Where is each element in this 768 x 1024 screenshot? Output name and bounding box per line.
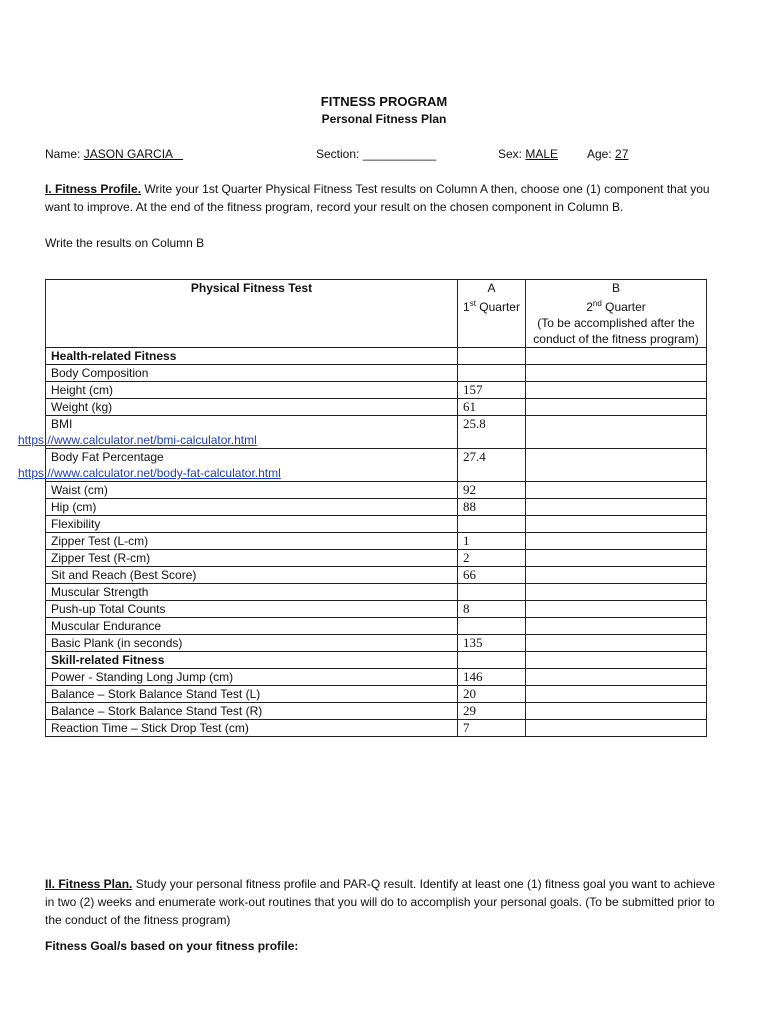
test-name-cell bbox=[46, 499, 458, 516]
name-label: Name: bbox=[45, 147, 81, 161]
fitness-profile-instructions bbox=[45, 180, 725, 216]
test-name-cell bbox=[46, 567, 458, 584]
test-name-cell bbox=[46, 348, 458, 365]
column-b-value[interactable] bbox=[526, 686, 707, 703]
age-field bbox=[587, 147, 628, 161]
column-a-value: 66 bbox=[458, 567, 526, 584]
column-a-value bbox=[458, 584, 526, 601]
column-a-value: 61 bbox=[458, 399, 526, 416]
test-name-cell bbox=[46, 584, 458, 601]
test-name: Push-up Total Counts bbox=[51, 602, 166, 616]
fitness-plan-text: Study your personal fitness profile and PAR-Q result. Identify at least one (1) fitness goal you want to achieve in two (2) weeks and enumerate work-out routines that you will do to accomplish your personal goals. (To be submitted prior to the conduct of the fitness program) bbox=[45, 877, 716, 927]
test-name-cell bbox=[46, 365, 458, 382]
test-name: Balance – Stork Balance Stand Test (R) bbox=[51, 704, 263, 718]
column-b-value[interactable] bbox=[526, 482, 707, 499]
column-b-value[interactable] bbox=[526, 567, 707, 584]
table-row bbox=[46, 618, 707, 635]
table-row bbox=[46, 584, 707, 601]
test-name-cell bbox=[46, 482, 458, 499]
column-b-value[interactable] bbox=[526, 669, 707, 686]
age-label: Age: bbox=[587, 147, 612, 161]
column-b-value[interactable] bbox=[526, 652, 707, 669]
fitness-goal-label: Fitness Goal/s based on your fitness profile: bbox=[45, 939, 299, 953]
test-name-cell bbox=[46, 516, 458, 533]
fitness-plan-heading: II. Fitness Plan. bbox=[45, 877, 133, 891]
test-name: Balance – Stork Balance Stand Test (L) bbox=[51, 687, 261, 701]
calculator-link[interactable]: https://www.calculator.net/bmi-calculator.html bbox=[18, 433, 257, 447]
test-name-cell bbox=[46, 669, 458, 686]
table-row bbox=[46, 601, 707, 618]
age-value: 27 bbox=[615, 147, 629, 161]
sex-field bbox=[498, 147, 558, 161]
column-a-value: 29 bbox=[458, 703, 526, 720]
column-b-value[interactable] bbox=[526, 550, 707, 567]
table-row bbox=[46, 365, 707, 382]
test-name-cell bbox=[46, 382, 458, 399]
column-a-value: 8 bbox=[458, 601, 526, 618]
test-name: Waist (cm) bbox=[51, 483, 108, 497]
test-name: Zipper Test (L-cm) bbox=[51, 534, 149, 548]
name-value: JASON GARCIA bbox=[83, 147, 174, 161]
test-name-cell bbox=[18, 416, 458, 449]
test-name: Zipper Test (R-cm) bbox=[51, 551, 151, 565]
calculator-link[interactable]: https://www.calculator.net/body-fat-calculator.html bbox=[18, 466, 281, 480]
table-row bbox=[46, 348, 707, 365]
section-label: Section: bbox=[316, 147, 360, 161]
table-row bbox=[46, 482, 707, 499]
table-row bbox=[46, 533, 707, 550]
table-row bbox=[46, 720, 707, 737]
column-b-value[interactable] bbox=[526, 533, 707, 550]
test-name-cell bbox=[46, 618, 458, 635]
table-header-row bbox=[46, 280, 707, 348]
test-name-cell bbox=[46, 652, 458, 669]
column-b-value[interactable] bbox=[526, 382, 707, 399]
test-name-cell bbox=[46, 635, 458, 652]
table-row bbox=[46, 499, 707, 516]
test-name: Skill-related Fitness bbox=[51, 653, 165, 667]
test-name-cell bbox=[18, 449, 458, 482]
page-subtitle: Personal Fitness Plan bbox=[321, 112, 447, 126]
column-a-value: 92 bbox=[458, 482, 526, 499]
test-name-cell bbox=[46, 601, 458, 618]
test-name: Hip (cm) bbox=[51, 500, 97, 514]
column-a-value bbox=[458, 516, 526, 533]
column-b-value[interactable] bbox=[526, 416, 707, 449]
fitness-profile-text: Write your 1st Quarter Physical Fitness Test results on Column A then, choose one (1) component that you want to improve. At the end of the fitness program, record your result on the chosen component in Column B. bbox=[45, 182, 710, 214]
column-b-value[interactable] bbox=[526, 365, 707, 382]
test-name: Sit and Reach (Best Score) bbox=[51, 568, 197, 582]
test-name: Health-related Fitness bbox=[51, 349, 177, 363]
column-a-value: 1 bbox=[458, 533, 526, 550]
test-name-cell bbox=[46, 720, 458, 737]
column-b-value[interactable] bbox=[526, 584, 707, 601]
column-a-value: 88 bbox=[458, 499, 526, 516]
column-b-value[interactable] bbox=[526, 635, 707, 652]
test-name: Reaction Time – Stick Drop Test (cm) bbox=[51, 721, 249, 735]
section-value: ___________ bbox=[362, 147, 437, 161]
column-b-value[interactable] bbox=[526, 516, 707, 533]
column-a-value bbox=[458, 652, 526, 669]
table-row bbox=[46, 567, 707, 584]
fitness-profile-heading: I. Fitness Profile. bbox=[45, 182, 142, 196]
table-row bbox=[46, 516, 707, 533]
table-row bbox=[46, 669, 707, 686]
page-title: FITNESS PROGRAM bbox=[320, 94, 448, 109]
column-a-value: 27.4 bbox=[458, 449, 526, 482]
test-name: Basic Plank (in seconds) bbox=[51, 636, 183, 650]
column-b-value[interactable] bbox=[526, 499, 707, 516]
column-a-value bbox=[458, 365, 526, 382]
table-row bbox=[46, 686, 707, 703]
column-a-value: 146 bbox=[458, 669, 526, 686]
table-row bbox=[46, 399, 707, 416]
column-a-value: 25.8 bbox=[458, 416, 526, 449]
test-name: Power - Standing Long Jump (cm) bbox=[51, 670, 234, 684]
test-name: Body Fat Percentage bbox=[51, 450, 164, 464]
column-b-value[interactable] bbox=[526, 449, 707, 482]
test-name-cell bbox=[46, 550, 458, 567]
header-physical-fitness-test: Physical Fitness Test bbox=[46, 280, 458, 348]
column-a-value bbox=[458, 348, 526, 365]
test-name: Flexibility bbox=[51, 517, 101, 531]
section-field bbox=[316, 147, 436, 161]
table-row bbox=[46, 550, 707, 567]
test-name-cell bbox=[46, 686, 458, 703]
sex-label: Sex: bbox=[498, 147, 523, 161]
column-a-value: 2 bbox=[458, 550, 526, 567]
header-column-a: A 1st Quarter bbox=[458, 280, 526, 348]
test-name: Body Composition bbox=[51, 366, 149, 380]
test-name: Height (cm) bbox=[51, 383, 114, 397]
header-column-b: B 2nd Quarter (To be accomplished after the conduct of the fitness program) bbox=[526, 280, 707, 348]
table-row bbox=[46, 652, 707, 669]
table-row bbox=[46, 635, 707, 652]
sex-value: MALE bbox=[525, 147, 559, 161]
column-b-value[interactable] bbox=[526, 601, 707, 618]
column-a-value: 20 bbox=[458, 686, 526, 703]
column-b-value[interactable] bbox=[526, 703, 707, 720]
table-body bbox=[18, 348, 707, 737]
table-row bbox=[46, 449, 707, 482]
test-name-cell bbox=[46, 399, 458, 416]
name-field bbox=[45, 147, 183, 161]
test-name-cell bbox=[46, 703, 458, 720]
test-name: Muscular Endurance bbox=[51, 619, 162, 633]
column-b-value[interactable] bbox=[526, 348, 707, 365]
column-a-value: 157 bbox=[458, 382, 526, 399]
column-b-value[interactable] bbox=[526, 618, 707, 635]
table-row bbox=[46, 703, 707, 720]
column-b-value[interactable] bbox=[526, 399, 707, 416]
table-row bbox=[46, 382, 707, 399]
test-name-cell bbox=[46, 533, 458, 550]
table-row bbox=[46, 416, 707, 449]
fitness-test-table bbox=[18, 279, 707, 737]
column-b-value[interactable] bbox=[526, 720, 707, 737]
column-a-value: 7 bbox=[458, 720, 526, 737]
column-b-note: Write the results on Column B bbox=[45, 236, 205, 250]
column-a-value bbox=[458, 618, 526, 635]
test-name: Muscular Strength bbox=[51, 585, 149, 599]
test-name: Weight (kg) bbox=[51, 400, 113, 414]
fitness-plan-instructions bbox=[45, 875, 725, 929]
test-name: BMI bbox=[51, 417, 73, 431]
column-a-value: 135 bbox=[458, 635, 526, 652]
